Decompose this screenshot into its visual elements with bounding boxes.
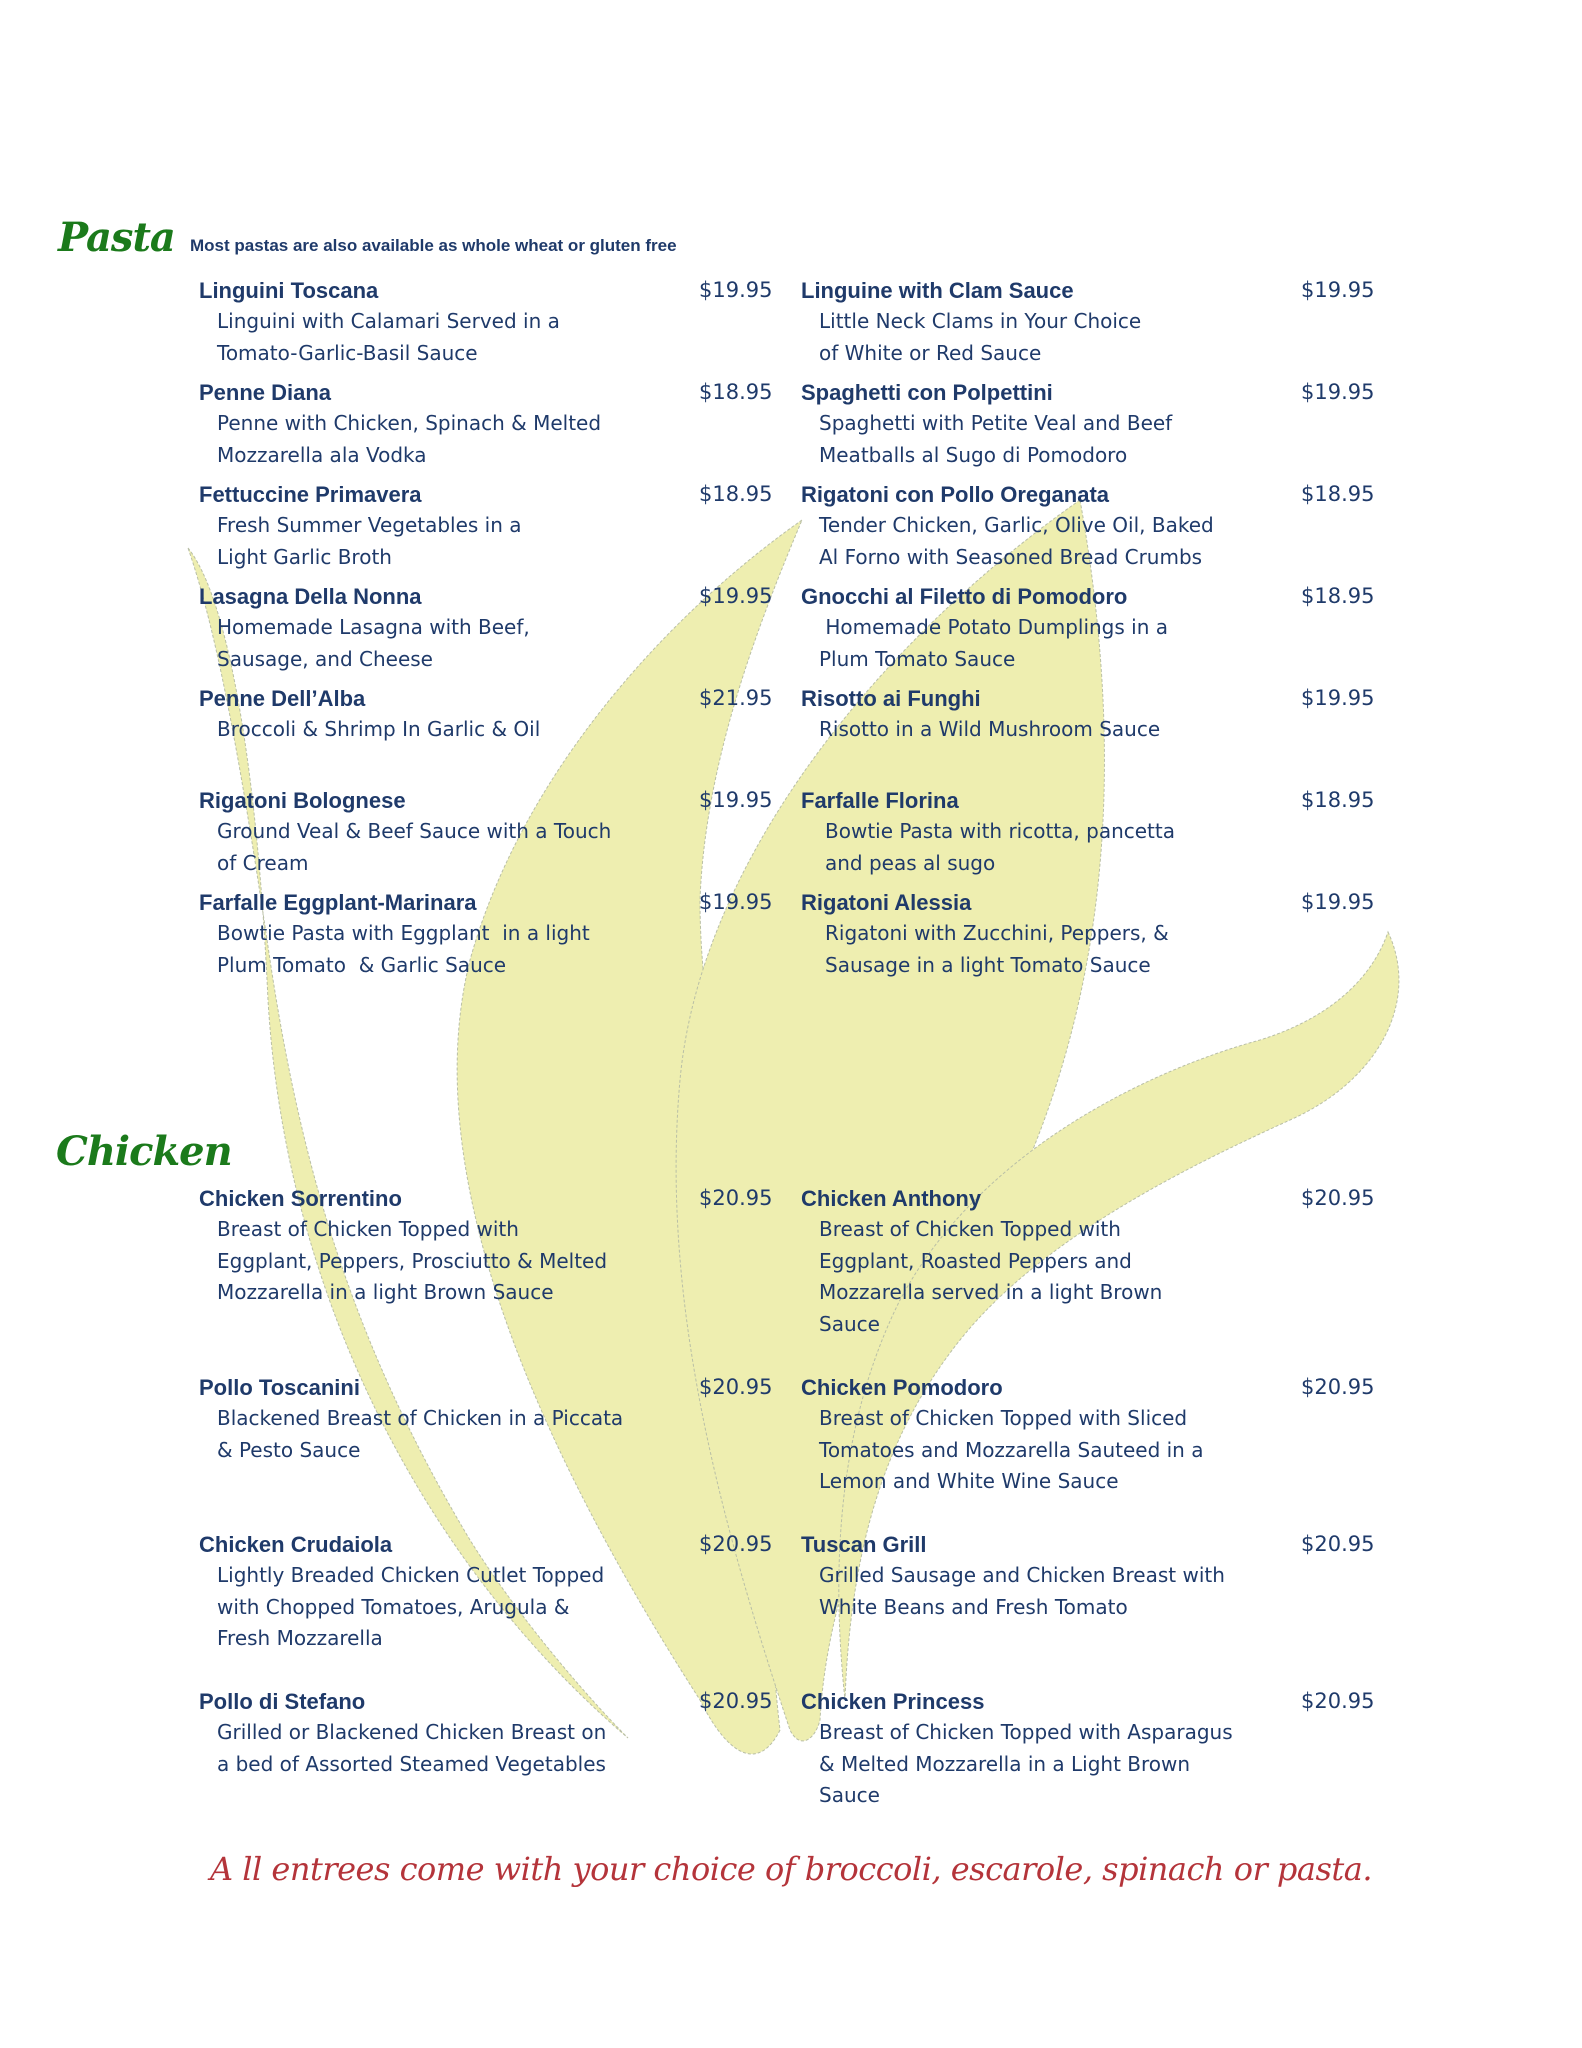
- menu-item: [199, 1183, 779, 1313]
- item-description: Breast of Chicken Topped with Sliced Tomatoes and Mozzarella Sauteed in a Lemon and White Wine Sauce: [819, 1406, 1204, 1493]
- item-description: Homemade Lasagna with Beef, Sausage, and Cheese: [217, 615, 530, 671]
- item-description: Breast of Chicken Topped with Eggplant, Roasted Peppers and Mozzarella served in a light Brown Sauce: [819, 1217, 1163, 1336]
- item-description: Linguini with Calamari Served in a Tomato-Garlic-Basil Sauce: [217, 309, 560, 365]
- item-price: $20.95: [1301, 1689, 1375, 1713]
- item-name: Farfalle Florina: [801, 788, 959, 813]
- item-price: $18.95: [699, 482, 773, 506]
- item-description: Breast of Chicken Topped with Asparagus & Melted Mozzarella in a Light Brown Sauce: [819, 1720, 1233, 1807]
- item-price: $20.95: [699, 1689, 773, 1713]
- item-description: Bowtie Pasta with ricotta, pancetta and peas al sugo: [825, 819, 1175, 875]
- menu-item: [801, 683, 1381, 773]
- item-description: Penne with Chicken, Spinach & Melted Mozzarella ala Vodka: [217, 411, 602, 467]
- menu-item: [199, 683, 779, 773]
- menu-item: [801, 377, 1381, 467]
- item-name: Penne Dell’Alba: [199, 686, 366, 711]
- item-name: Pollo di Stefano: [199, 1689, 366, 1714]
- menu-item: [801, 785, 1381, 875]
- item-name: Spaghetti con Polpettini: [801, 380, 1053, 405]
- item-description: Tender Chicken, Garlic, Olive Oil, Baked Al Forno with Seasoned Bread Crumbs: [819, 513, 1214, 569]
- item-name: Chicken Anthony: [801, 1186, 982, 1211]
- menu-item: [801, 275, 1381, 365]
- section-title-pasta: Pasta: [58, 214, 175, 261]
- item-name: Chicken Pomodoro: [801, 1375, 1003, 1400]
- menu-item: [801, 1183, 1381, 1343]
- item-price: $18.95: [1301, 482, 1375, 506]
- item-name: Linguini Toscana: [199, 278, 379, 303]
- item-description: Blackened Breast of Chicken in a Piccata & Pesto Sauce: [217, 1406, 624, 1462]
- item-price: $19.95: [699, 890, 773, 914]
- item-name: Chicken Sorrentino: [199, 1186, 402, 1211]
- item-price: $18.95: [1301, 788, 1375, 812]
- menu-item: [801, 1686, 1381, 1816]
- item-description: Little Neck Clams in Your Choice of White or Red Sauce: [819, 309, 1142, 365]
- item-description: Risotto in a Wild Mushroom Sauce: [819, 717, 1161, 741]
- item-description: Rigatoni with Zucchini, Peppers, & Sausage in a light Tomato Sauce: [825, 921, 1169, 977]
- item-name: Rigatoni Bolognese: [199, 788, 406, 813]
- menu-item: [801, 887, 1381, 977]
- menu-item: [801, 581, 1381, 671]
- pasta-availability-note: Most pastas are also available as whole wheat or gluten free: [190, 236, 677, 255]
- item-description: Homemade Potato Dumplings in a Plum Tomato Sauce: [819, 615, 1168, 671]
- menu-item: [801, 479, 1381, 569]
- item-price: $21.95: [699, 686, 773, 710]
- menu-item: [199, 785, 779, 875]
- item-price: $19.95: [1301, 686, 1375, 710]
- item-price: $19.95: [699, 584, 773, 608]
- item-name: Risotto ai Funghi: [801, 686, 981, 711]
- item-name: Rigatoni Alessia: [801, 890, 972, 915]
- item-description: Grilled Sausage and Chicken Breast with White Beans and Fresh Tomato: [819, 1563, 1225, 1619]
- menu-item: [199, 275, 779, 365]
- item-price: $20.95: [1301, 1375, 1375, 1399]
- item-name: Rigatoni con Pollo Oreganata: [801, 482, 1110, 507]
- menu-item: [199, 1372, 779, 1502]
- menu-item: [199, 1529, 779, 1659]
- item-price: $18.95: [699, 380, 773, 404]
- item-price: $19.95: [699, 278, 773, 302]
- menu-item: [199, 581, 779, 671]
- menu-item: [199, 377, 779, 467]
- menu-item: [801, 1529, 1381, 1659]
- item-description: Fresh Summer Vegetables in a Light Garlic Broth: [217, 513, 522, 569]
- item-price: $20.95: [1301, 1532, 1375, 1556]
- item-name: Fettuccine Primavera: [199, 482, 422, 507]
- item-price: $20.95: [1301, 1186, 1375, 1210]
- item-name: Gnocchi al Filetto di Pomodoro: [801, 584, 1128, 609]
- item-price: $20.95: [699, 1532, 773, 1556]
- item-description: Lightly Breaded Chicken Cutlet Topped with Chopped Tomatoes, Arugula & Fresh Mozzarella: [217, 1563, 605, 1650]
- item-price: $19.95: [699, 788, 773, 812]
- menu-item: [199, 479, 779, 569]
- item-description: Breast of Chicken Topped with Eggplant, Peppers, Prosciutto & Melted Mozzarella in a light Brown Sauce: [217, 1217, 608, 1304]
- item-price: $19.95: [1301, 890, 1375, 914]
- item-name: Pollo Toscanini: [199, 1375, 360, 1400]
- section-title-chicken: Chicken: [56, 1128, 232, 1175]
- item-description: Bowtie Pasta with Eggplant in a light Plum Tomato & Garlic Sauce: [217, 921, 590, 977]
- entree-sides-note: A ll entrees come with your choice of broccoli, escarole, spinach or pasta.: [209, 1850, 1373, 1888]
- item-name: Lasagna Della Nonna: [199, 584, 422, 609]
- menu-item: [199, 887, 779, 977]
- item-name: Linguine with Clam Sauce: [801, 278, 1074, 303]
- item-name: Farfalle Eggplant-Marinara: [199, 890, 477, 915]
- item-price: $20.95: [699, 1186, 773, 1210]
- menu-item: [801, 1372, 1381, 1502]
- item-name: Chicken Crudaiola: [199, 1532, 393, 1557]
- item-name: Chicken Princess: [801, 1689, 985, 1714]
- item-price: $20.95: [699, 1375, 773, 1399]
- item-description: Grilled or Blackened Chicken Breast on a bed of Assorted Steamed Vegetables: [217, 1720, 607, 1776]
- item-description: Ground Veal & Beef Sauce with a Touch of Cream: [217, 819, 612, 875]
- item-price: $18.95: [1301, 584, 1375, 608]
- item-name: Penne Diana: [199, 380, 332, 405]
- item-description: Broccoli & Shrimp In Garlic & Oil: [217, 717, 541, 741]
- item-name: Tuscan Grill: [801, 1532, 927, 1557]
- item-price: $19.95: [1301, 380, 1375, 404]
- item-price: $19.95: [1301, 278, 1375, 302]
- menu-item: [199, 1686, 779, 1816]
- item-description: Spaghetti with Petite Veal and Beef Meatballs al Sugo di Pomodoro: [819, 411, 1173, 467]
